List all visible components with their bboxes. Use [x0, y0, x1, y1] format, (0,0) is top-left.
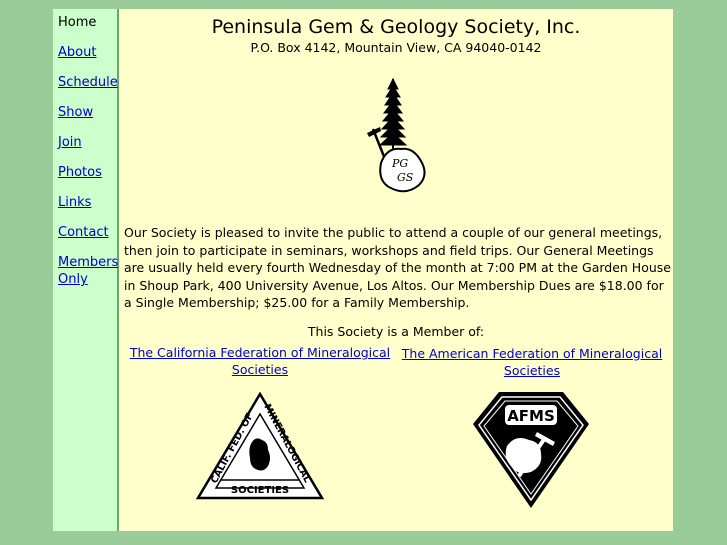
sidebar-nav	[53, 9, 119, 531]
cfms-logo-bottom-text: SOCIETIES	[230, 485, 290, 496]
page-title: Peninsula Gem & Geology Society, Inc.	[211, 16, 581, 38]
cfms-link[interactable]: The California Federation of Mineralogical Societies	[129, 345, 391, 377]
nav-photos-link[interactable]: Photos	[58, 165, 102, 180]
logo-letters-top: PG	[392, 157, 409, 170]
society-logo-image	[367, 77, 429, 195]
cfms-logo-right-text: MINERALOGICAL	[261, 402, 313, 485]
cfms-logo-image[interactable]	[196, 392, 324, 502]
nav-members-line1: Members	[58, 255, 119, 270]
membership-heading: This Society is a Member of:	[307, 324, 485, 339]
postal-address: P.O. Box 4142, Mountain View, CA 94040-0142	[250, 40, 542, 55]
nav-contact-link[interactable]: Contact	[58, 225, 109, 240]
cfms-logo-left-text: CALIF. FED. OF	[208, 411, 256, 486]
nav-show-link[interactable]: Show	[58, 105, 94, 120]
intro-paragraph: Our Society is pleased to invite the public to attend a couple of our general meetings, then join to participate in seminars, workshops and field trips. Our General Meetings are usually held every fourth Wednesday of the month at 7:00 PM at the Garden House in Shoup Park, 400 University Avenue, Los Altos. Our Membership Dues are $18.00 for a Single Membership; $25.00 for a Family Membership.	[124, 225, 671, 310]
nav-members-only-link[interactable]	[58, 254, 118, 288]
nav-schedule-link[interactable]: Schedule	[58, 75, 118, 90]
afms-logo-text: AFMS	[507, 407, 555, 425]
logo-letters-bottom: GS	[397, 171, 414, 184]
nav-join-link[interactable]: Join	[58, 135, 82, 150]
afms-link[interactable]: The American Federation of Mineralogical Societies	[401, 346, 663, 378]
nav-about-link[interactable]: About	[58, 45, 97, 60]
afms-logo-image[interactable]	[471, 390, 591, 510]
nav-links-link[interactable]: Links	[58, 195, 92, 210]
nav-home: Home	[58, 15, 97, 30]
nav-members-line2: Only	[58, 272, 88, 287]
page-container	[53, 9, 673, 531]
